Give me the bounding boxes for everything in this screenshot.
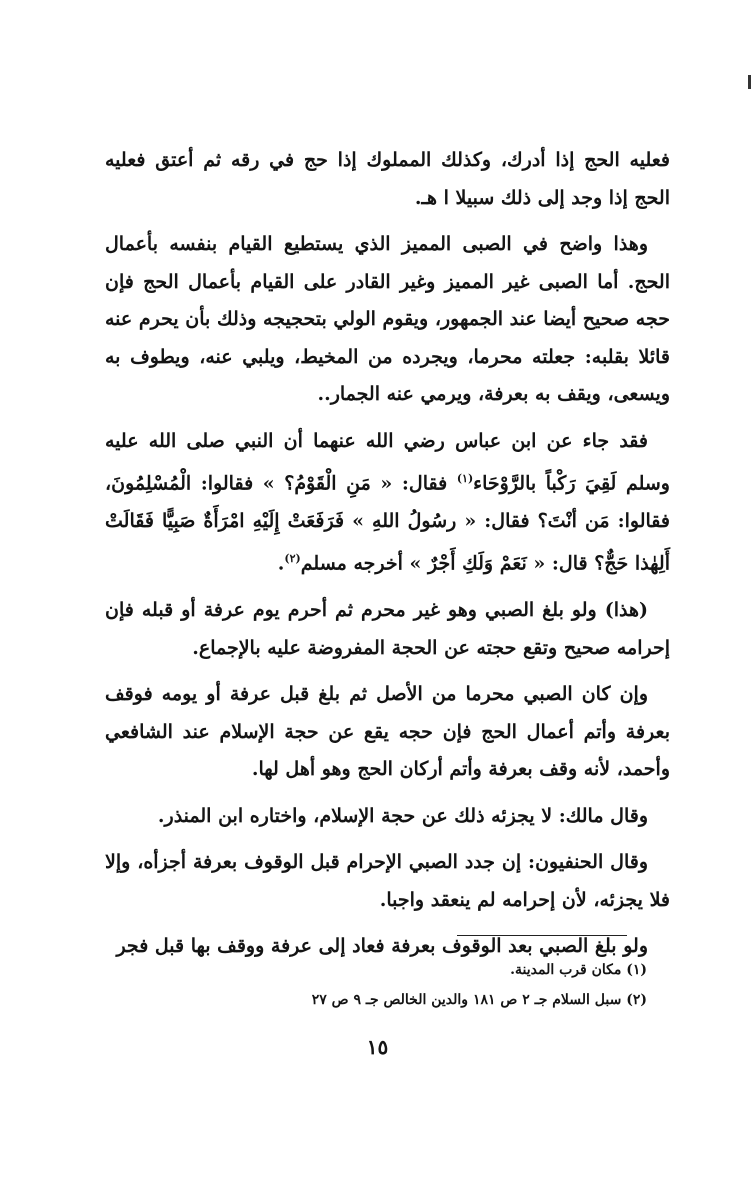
paragraph: وإن كان الصبي محرما من الأصل ثم بلغ قبل عرفة أو يومه فوقف بعرفة وأتم أعمال الحج فإن حجه يقع عن حجة الإسلام عند الشافعي وأحمد، لأنه وقف بعرفة وأتم أركان الحج وهو أهل لها. xyxy=(105,683,670,781)
footnote-ref-2: (٢) xyxy=(284,552,301,566)
footnote-divider xyxy=(457,935,627,936)
paragraph-text: فقد جاء عن ابن عباس رضي الله عنهما أن النبي صلى الله عليه وسلم لَقِيَ رَكْباً بالرَّوْحَاء xyxy=(105,429,670,495)
paragraph-text: فقال: « مَنِ الْقَوْمُ؟ » فقالوا: الْمُسْلِمُونَ، فقالوا: مَن أنْتَ؟ فقال: « رسُولُ اللهِ » فَرَفَعَتْ إِلَيْهِ امْرَأَةٌ صَبِيًّا فَقَالَتْ أَلِهٰذا حَجٌّ؟ قال: « نَعَمْ وَلَكِ أَجْرٌ » أخرجه مسلم xyxy=(105,472,670,575)
paragraph: (هذا) ولو بلغ الصبي وهو غير محرم ثم أحرم يوم عرفة أو قبله فإن إحرامه صحيح وتقع حجته عن الحجة المفروضة عليه بالإجماع. xyxy=(105,599,670,659)
footnote-2: (٢) سبل السلام جـ ٢ ص ١٨١ والدين الخالص جـ ٩ ص ٢٧ xyxy=(311,992,647,1008)
paragraph: وهذا واضح في الصبى المميز الذي يستطيع القيام بنفسه بأعمال الحج. أما الصبى غير المميز وغير القادر على القيام بأعمال الحج فإن حجه صحيح أيضا عند الجمهور، ويقوم الولي بتحجيجه وذلك بأن يحرم عنه قائلا بقلبه: جعلته محرما، ويجرده من المخيط، ويلبي عنه، ويطوف به ويسعى، ويقف به بعرفة، ويرمي عنه الجمار.. xyxy=(105,233,670,405)
paragraph: ولو بلغ الصبي بعد الوقوف بعرفة فعاد إلى عرفة ووقف بها قبل فجر xyxy=(116,935,648,958)
paragraph-hadith xyxy=(105,423,670,584)
paragraph: وقال الحنفيون: إن جدد الصبي الإحرام قبل الوقوف بعرفة أجزأه، وإلا فلا يجزئه، لأن إحرامه لم ينعقد واجبا. xyxy=(105,851,670,911)
main-text xyxy=(105,142,670,975)
footnotes xyxy=(107,955,647,1015)
paragraph: وقال مالك: لا يجزئه ذلك عن حجة الإسلام، واختاره ابن المنذر. xyxy=(157,804,648,827)
scan-edge-mark xyxy=(748,75,751,89)
footnote-1: (١) مكان قرب المدينة. xyxy=(510,962,647,978)
page-number: ١٥ xyxy=(366,1035,389,1059)
paragraph-text: . xyxy=(277,552,285,575)
footnote-ref-1: (١) xyxy=(456,472,474,485)
paragraph: فعليه الحج إذا أدرك، وكذلك المملوك إذا حج في رقه ثم أعتق فعليه الحج إذا وجد إلى ذلك سبيلا ا هـ. xyxy=(105,149,670,209)
